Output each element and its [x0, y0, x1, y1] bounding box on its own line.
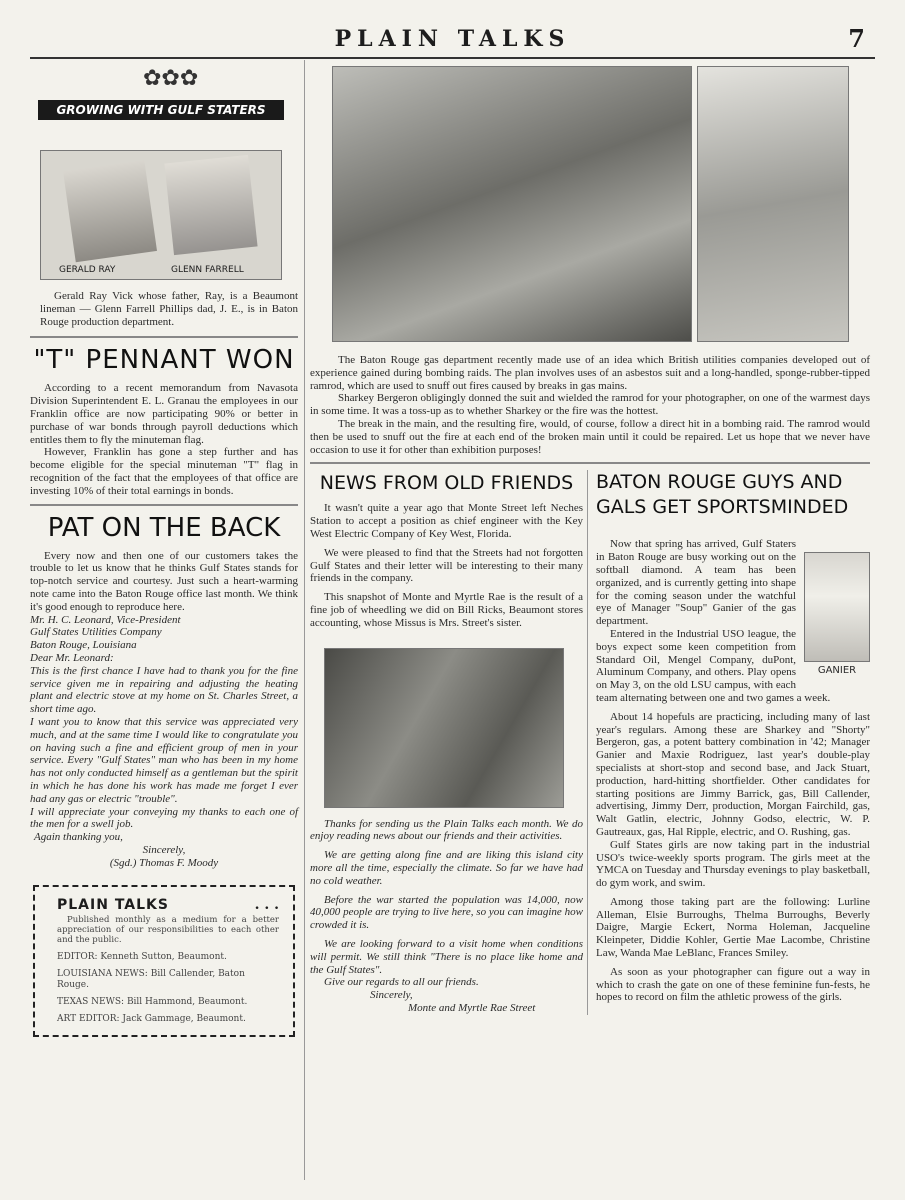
letter-paragraph: I will appreciate your conveying my thanks to each one of the men for a swell job.	[30, 805, 298, 831]
sports-article	[596, 538, 870, 1004]
letter-closing: Sincerely,	[370, 989, 413, 1002]
caption-text: Gerald Ray Vick whose father, Ray, is a Beaumont lineman — Glenn Farrell Phillips dad, J. E., is in Baton Rouge production department.	[40, 290, 298, 328]
address-line: Mr. H. C. Leonard, Vice-President	[30, 613, 181, 626]
sharkey-portrait-photo	[697, 66, 849, 342]
paragraph: About 14 hopefuls are practicing, including many of last year's regulars. Among these are Sharkey and "Shorty" Bergeron, gas, a potent battery combination in '42; Manager Ganier and Maxie Rodriguez, last year's double-play specialists at short-stop and second base, and Jack Stuart, production, hard-hitting shortfielder. Other candidates for starting positions are Jimmy Barrick, gas, Bill Callender, advertising, Jimmy Derr, production, Morgan Fairchild, gas, Walt Gatlin, electric, Johnny Godso, electric, W. P. Gautreaux, gas, Hal Ripple, electric, and O. Rushing, gas.	[596, 710, 870, 838]
logo-banner: GROWING WITH GULF STATERS	[38, 100, 284, 120]
letter-signature: (Sgd.) Thomas F. Moody	[109, 856, 219, 869]
paragraph: This snapshot of Monte and Myrtle Rae is the result of a fine job of wheedling we did on Bill Ricks, Beaumont stores accounting, whose Missus is Mrs. Street's sister.	[310, 591, 583, 629]
lower-columns	[310, 470, 870, 1014]
ganier-photo	[804, 552, 870, 678]
babies-caption	[40, 290, 298, 328]
letter-body	[30, 665, 298, 870]
section-rule	[30, 504, 298, 506]
baby-photo-left	[63, 160, 157, 263]
letter-closing: Sincerely,	[142, 843, 186, 856]
sports-heading	[596, 470, 870, 520]
letter-regards: Give our regards to all our friends.	[324, 976, 479, 989]
pat-article	[30, 550, 298, 870]
gas-suit-photo	[332, 66, 692, 342]
masthead-description: Published monthly as a medium for a better appreciation of our responsibilities to each other and the public.	[57, 915, 279, 946]
friends-column	[310, 470, 588, 1014]
paragraph: The break in the main, and the resulting fire, would, of course, follow a direct hit in a bombing raid. The ramrod would then be used to snuff out the fire at each end of the broken main until it could be repaired. Let us hope that we never have occasion to use it for other than exhibition purposes!	[310, 417, 870, 456]
section-rule	[30, 336, 298, 338]
address-line: Gulf States Utilities Company	[30, 626, 162, 639]
letter-paragraph: This is the first chance I have had to thank you for the fine service given me in repairing and adjusting the heating plant and electric stove at my home on St. Charles Street, a short time ago.	[30, 664, 298, 716]
ganier-label: GANIER	[817, 665, 857, 677]
paragraph: The Baton Rouge gas department recently made use of an idea which British utilities companies developed out of experience gained during bombing raids. The plan involves uses of an asbestos suit and a long-handled, sponge-rubber-tipped ramrod, which are used to snuff out fires caused by breaks in gas mains.	[310, 354, 870, 392]
paragraph: Now that spring has arrived, Gulf Staters in Baton Rouge are busy working out on the softball diamond. A team has been organized, and is currently getting into shape for the coming season under the watchful eye of Manager "Soup" Ganier of the gas department.	[596, 538, 796, 628]
friends-article	[310, 502, 583, 629]
address-line: Dear Mr. Leonard:	[30, 651, 114, 664]
friends-heading: NEWS FROM OLD FRIENDS	[319, 472, 574, 495]
pennant-heading: "T" PENNANT WON	[33, 345, 295, 376]
baby-label-right: GLENN FARRELL	[171, 265, 244, 275]
letter-paragraph: Before the war started the population was 14,000, now 40,000 people are trying to live here, so you can imagine how crowded it is.	[310, 893, 583, 932]
masthead-title: PLAIN TALKS	[57, 897, 169, 914]
paragraph: Entered in the Industrial USO league, the boys expect some keen competition from Standard Oil, Mengel Company, duPont, Aluminum Company, and others. Play opens on May 3, on the old LSU campus, with each team alternating between one and two games a week.	[596, 627, 831, 704]
sports-heading-line: BATON ROUGE GUYS AND	[596, 471, 843, 494]
masthead-staff: LOUISIANA NEWS: Bill Callender, Baton Rouge.	[57, 969, 245, 991]
baby-photo-right	[164, 155, 257, 255]
masthead-box	[33, 885, 295, 1037]
letter-paragraph: Again thanking you,	[34, 831, 123, 844]
page-header	[0, 26, 905, 56]
monte-myrtle-photo	[324, 648, 564, 808]
header-rule	[30, 57, 875, 59]
paragraph: We were pleased to find that the Streets had not forgotten Gulf States and their letter will be interesting to their many friends in the company.	[310, 546, 583, 585]
friends-letter	[310, 818, 583, 1015]
masthead-staff: EDITOR: Kenneth Sutton, Beaumont.	[57, 952, 227, 963]
letter-paragraph: Thanks for sending us the Plain Talks each month. We do enjoy reading news about our friends and their activities.	[310, 817, 583, 843]
gas-article	[310, 354, 870, 456]
paragraph: However, Franklin has gone a step further and has become eligible for the special minuteman "T" flag in recognition of the fact that the employees of that office are investing 10% of their total earnings in bonds.	[30, 446, 298, 497]
column-divider-left	[304, 60, 305, 1180]
ganier-portrait	[804, 552, 870, 662]
section-rule	[310, 462, 870, 464]
pat-heading: PAT ON THE BACK	[47, 512, 281, 543]
sports-column	[588, 470, 870, 1014]
flower-icon: ✿✿✿	[143, 66, 199, 91]
masthead-staff: ART EDITOR: Jack Gammage, Beaumont.	[57, 1014, 246, 1025]
letter-paragraph: I want you to know that this service was appreciated very much, and at the same time I would like to congratulate you on having such a fine and efficient group of men in your service. Every "Gulf States" man who has been in my home has not only conducted himself as a gentleman but the spirit in which he has done his work has made me forget I ever had any gas or electric "trouble".	[30, 715, 298, 805]
page-number: 7	[848, 24, 865, 53]
paragraph: Every now and then one of our customers takes the trouble to let us know that he thinks Gulf States stands for top-notch service and courtesy. Just such a heart-warming note came into the Baton Rouge office last month. We think it's good enough to reproduce here.	[30, 549, 298, 613]
paragraph: It wasn't quite a year ago that Monte Street left Neches Station to accept a position as chief engineer with the Key West Electric Company of Key West, Florida.	[310, 502, 583, 540]
left-column	[30, 66, 298, 1037]
paragraph: According to a recent memorandum from Navasota Division Superintendent E. L. Granau the employees in our Franklin office are now participating 90% or better in purchase of war bonds through payroll deductions which entitles them to fly the minuteman flag.	[30, 382, 298, 446]
sports-heading-line: GALS GET SPORTSMINDED	[596, 496, 849, 519]
masthead-staff: TEXAS NEWS: Bill Hammond, Beaumont.	[57, 997, 248, 1008]
top-photos	[332, 66, 870, 342]
paragraph: Gulf States girls are now taking part in the industrial USO's twice-weekly sports program. The girls meet at the YMCA on Tuesday and Thursday evenings to play basketball, do gym work, and swim.	[596, 838, 870, 890]
gulf-staters-logo	[38, 66, 284, 122]
paragraph: Sharkey Bergeron obligingly donned the suit and wielded the ramrod for your photographer, on one of the warmest days in some time. It was a toss-up as to whether Sharkey or the fire was the hottest.	[310, 392, 870, 418]
right-area	[310, 66, 870, 1015]
baby-label-left: GERALD RAY	[59, 265, 116, 275]
address-line: Baton Rouge, Louisiana	[30, 639, 137, 652]
letter-signature: Monte and Myrtle Rae Street	[408, 1001, 536, 1014]
letter-paragraph: We are looking forward to a visit home when conditions will permit. We still think "There is no place like home and the Gulf States".	[310, 937, 583, 976]
babies-photo	[40, 150, 282, 280]
paragraph: Among those taking part are the following: Lurline Alleman, Elsie Burroughs, Thelma Burroughs, Beverly Daigre, Margie Eckert, Norma Holeman, Jacqueline Kleinpeter, Diddie Kohler, Gertie Mae Lacombe, Christine Law, Wanda Mae LeBlanc, Frances Smiley.	[596, 895, 870, 960]
masthead-title-row	[57, 897, 279, 913]
letter-address	[30, 614, 298, 665]
paragraph: As soon as your photographer can figure out a way in which to crash the gate on one of these feminine fun-fests, he hopes to record on film the athletic prowess of the girls.	[596, 965, 870, 1004]
newsletter-title: PLAIN TALKS	[334, 26, 571, 52]
pennant-article	[30, 382, 298, 497]
masthead-dots: . . .	[254, 897, 279, 914]
letter-paragraph: We are getting along fine and are liking this island city more all the time, especially the climate. So far we have had no cold weather.	[310, 849, 583, 887]
